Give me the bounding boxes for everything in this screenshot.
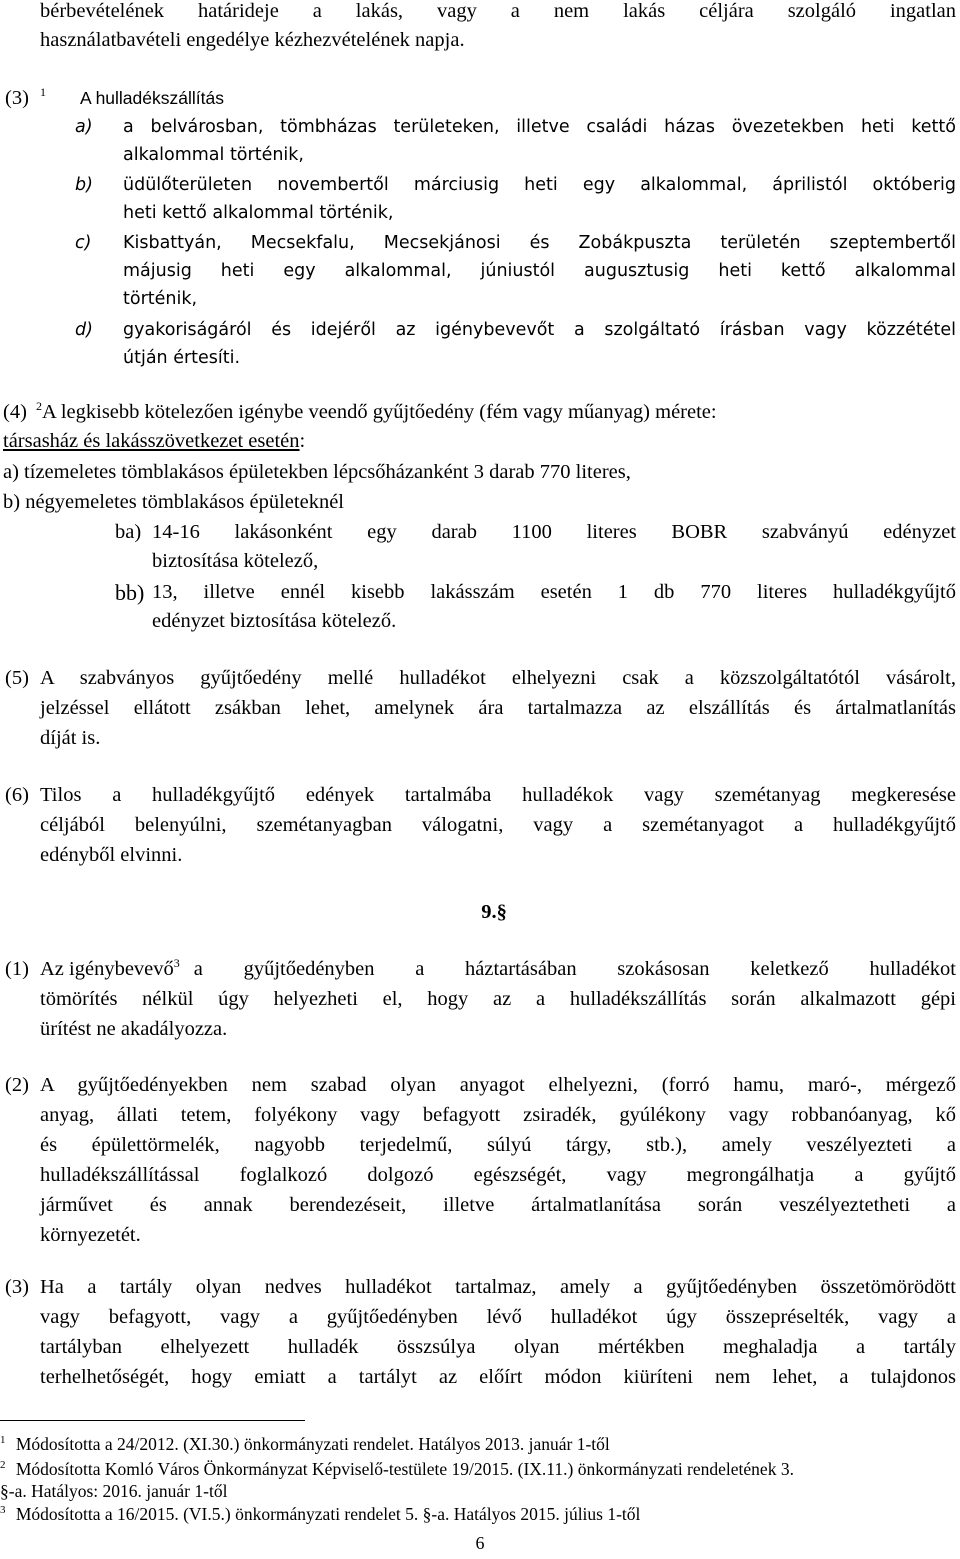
item-label: d) [75, 320, 93, 340]
footnote-3 [0, 1503, 956, 1525]
footnote-2-cont: §-a. Hatályos: 2016. január 1-től [0, 1481, 228, 1501]
footnote-mark: 3 [0, 1504, 6, 1517]
footnote-mark: 1 [0, 1434, 6, 1447]
para-line: jelzéssel ellátott zsákban lehet, amelynek ára tartalmazza az elszállítás és ártalmatlanítás [40, 697, 956, 719]
para4-line-2 [3, 427, 305, 457]
para-number: (5) [5, 667, 29, 689]
para-text: Az igénybevevő [40, 958, 174, 980]
para-number: (2) [5, 1074, 29, 1096]
para-text: a gyűjtőedényben a háztartásában szokásosan keletkező hulladékot [193, 958, 956, 980]
para-line: Tilos a hulladékgyűjtő edények tartalmába hulladékok vagy szemétanyag megkeresése [40, 784, 956, 806]
footnote-ref: 1 [40, 85, 47, 100]
para-line: és épülettörmelék, nagyobb terjedelmű, súlyú tárgy, stb.), amely veszélyezteti a [40, 1134, 956, 1156]
para-line: ürítést ne akadályozza. [40, 1018, 228, 1040]
item-line: Kisbattyán, Mecsekfalu, Mecsekjánosi és Zobákpuszta területén szeptembertől [123, 233, 956, 253]
para-number: (3) [5, 87, 29, 109]
footnote-ref: 2 [36, 399, 43, 414]
para-line-start [40, 955, 180, 985]
item-line: alkalommal történik, [123, 145, 304, 165]
footnote-mark: 2 [0, 1459, 6, 1472]
para-intro: A hulladékszállítás [80, 88, 224, 108]
colon: : [299, 430, 306, 452]
para-line: edényből elvinni. [40, 844, 183, 866]
item-label: bb) [115, 580, 145, 605]
item-line: biztosítása kötelező, [152, 550, 319, 572]
item-line: történik, [123, 289, 198, 309]
para-line: vagy befagyott, vagy a gyűjtőedényben lévő hulladékot úgy összepréselték, vagy a [40, 1306, 956, 1328]
para-line: A szabványos gyűjtőedény mellé hulladékot elhelyezni csak a közszolgáltatótól vásárolt, [40, 667, 956, 689]
footnote-separator [0, 1420, 305, 1421]
para-line [40, 955, 956, 985]
item-label: b) [75, 175, 93, 195]
para-line: hulladékszállítással foglalkozó dolgozó egészségét, vagy megrongálhatja a gyűjtő [40, 1164, 956, 1186]
para-number: (3) [5, 1276, 29, 1298]
item-label: ba) [115, 521, 142, 543]
footnote-text: Módosította Komló Város Önkormányzat Képviselő-testülete 19/2015. (IX.11.) önkormányzati rendeletének 3. [15, 1459, 794, 1479]
item-line: edényzet biztosítása kötelező. [152, 610, 397, 632]
item-line: heti kettő alkalommal történik, [123, 203, 394, 223]
para-line: céljából belenyúlni, szemétanyagban válogatni, vagy a szemétanyagot a hulladékgyűjtő [40, 814, 956, 836]
page-number: 6 [475, 1533, 485, 1553]
footnote-text: Módosította a 24/2012. (XI.30.) önkormányzati rendelet. Hatályos 2013. január 1-től [15, 1434, 610, 1454]
para-number: (4) [3, 401, 27, 423]
para-number: (1) [5, 958, 29, 980]
para4-line-1 [3, 398, 956, 428]
para-number: (6) [5, 784, 29, 806]
item-line: gyakoriságáról és idejéről az igénybevevőt a szolgáltató írásban vagy közzététel [123, 320, 956, 340]
item-line: a belvárosban, tömbházas területeken, illetve családi házas övezetekben heti kettő [123, 117, 956, 137]
item-line: útján értesíti. [123, 348, 241, 368]
item-line: májusig heti egy alkalommal, júniustól augusztusig heti kettő alkalommal [123, 261, 956, 281]
continuation-line-1: bérbevételének határideje a lakás, vagy a nem lakás céljára szolgáló ingatlan [40, 0, 956, 22]
underlined-heading: társasház és lakásszövetkezet esetén [3, 430, 300, 452]
para-intro: A legkisebb kötelezően igénybe veendő gyűjtőedény (fém vagy műanyag) mérete: [42, 401, 717, 423]
para-line: környezetét. [40, 1224, 141, 1246]
para-line: díját is. [40, 727, 101, 749]
para4-item-b: b) négyemeletes tömblakásos épületeknél [3, 491, 344, 513]
item-line: 13, illetve ennél kisebb lakásszám esetén 1 db 770 literes hulladékgyűjtő [152, 581, 956, 603]
para-line: anyag, állati tetem, folyékony vagy befagyott zsiradék, gyúlékony vagy robbanóanyag, kő [40, 1104, 956, 1126]
section-heading: 9.§ [481, 901, 507, 923]
para-line: Ha a tartály olyan nedves hulladékot tartalmaz, amely a gyűjtőedényben összetömörödött [40, 1276, 956, 1298]
item-line: üdülőterületen novembertől márciusig heti egy alkalommal, áprilistól októberig [123, 175, 956, 195]
continuation-line-2: használatbavételi engedélye kézhezvételének napja. [40, 29, 465, 51]
footnote-ref: 3 [173, 956, 180, 971]
para-line: terhelhetőségét, hogy emiatt a tartályt az előírt módon kiüríteni nem lehet, a tulajdonos [40, 1366, 956, 1388]
footnote-1 [0, 1433, 956, 1455]
para-line: tömörítés nélkül úgy helyezheti el, hogy az a hulladékszállítás során alkalmazott gépi [40, 988, 956, 1010]
footnote-2 [0, 1458, 956, 1480]
para4-item-a: a) tízemeletes tömblakásos épületekben lépcsőházanként 3 darab 770 literes, [3, 461, 631, 483]
para-line: tartályban elhelyezett hulladék összsúlya olyan mértékben meghaladja a tartály [40, 1336, 956, 1358]
item-line: 14-16 lakásonként egy darab 1100 literes BOBR szabványú edényzet [152, 521, 956, 543]
para-line: A gyűjtőedényekben nem szabad olyan anyagot elhelyezni, (forró hamu, maró-, mérgező [40, 1074, 956, 1096]
item-label: a) [75, 117, 93, 137]
footnote-text: Módosította a 16/2015. (VI.5.) önkormányzati rendelet 5. §-a. Hatályos 2015. július 1-től [15, 1504, 641, 1524]
para-line: járművet és annak berendezéseit, illetve ártalmatlanítása során veszélyeztetheti a [40, 1194, 956, 1216]
item-label: c) [75, 233, 92, 253]
